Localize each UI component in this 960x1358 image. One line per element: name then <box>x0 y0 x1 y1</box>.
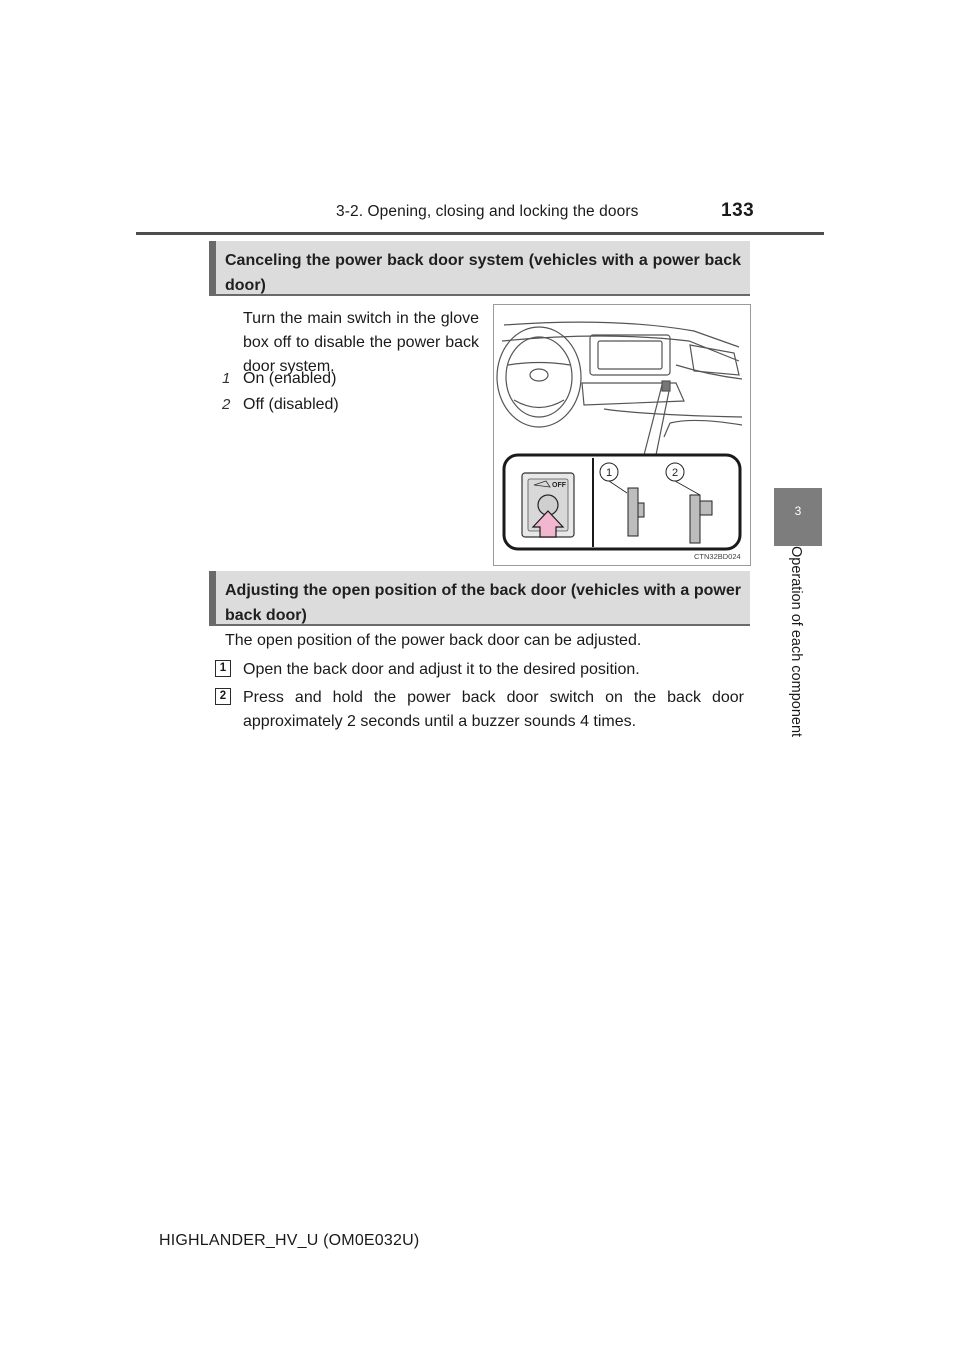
steering-spoke <box>508 363 570 366</box>
steering-wheel-outer <box>497 327 581 427</box>
section1-instruction: Turn the main switch in the glove box off to disable the power back door system. <box>243 310 479 375</box>
steering-wheel-inner <box>506 337 572 417</box>
section-heading-adjust <box>209 571 750 626</box>
running-header-title: 3-2. Opening, closing and locking the doors <box>336 203 639 220</box>
dash-lower-line <box>604 409 742 417</box>
section-heading-text: Adjusting the open position of the back door (vehicles with a power back door) <box>225 582 741 624</box>
footer-model: HIGHLANDER_HV_U (OM0E032U) <box>159 1232 420 1249</box>
step-text: Open the back door and adjust it to the desired position. <box>243 661 640 678</box>
glove-box-top <box>670 420 742 425</box>
figure-code: CTN32BD024 <box>694 552 741 561</box>
step-number-box: 2 <box>215 688 231 705</box>
callout-number: 1 <box>605 467 613 479</box>
switch-knob-off <box>700 501 712 515</box>
switch-side-on <box>628 488 638 536</box>
chapter-tab-title-wrap <box>788 546 810 770</box>
leader-line <box>644 385 662 455</box>
steering-spoke-lower <box>514 400 564 408</box>
item-number: 1 <box>222 370 231 387</box>
section-heading-bar <box>209 241 216 296</box>
item-number: 2 <box>222 396 231 413</box>
item-label: On (enabled) <box>243 370 337 387</box>
center-display-inner <box>598 341 662 369</box>
switch-location-marker <box>662 381 670 391</box>
switch-off-label: OFF <box>552 482 566 489</box>
header-rule <box>136 232 824 235</box>
step-text: Press and hold the power back door switch on the back door approximately 2 seconds until a buzzer sounds 4 times. <box>243 689 744 730</box>
section-heading-bar <box>209 571 216 626</box>
steering-wheel-hub <box>530 369 548 381</box>
page-number: 133 <box>721 200 755 221</box>
dashboard-illustration <box>494 305 750 565</box>
step-number-box: 1 <box>215 660 231 677</box>
callout-number: 2 <box>671 467 679 479</box>
switch-side-off <box>690 495 700 543</box>
glove-box-edge <box>664 423 670 437</box>
chapter-tab-number: 3 <box>794 504 802 518</box>
glove-box-switch-figure <box>493 304 751 566</box>
section2-intro: The open position of the power back door can be adjusted. <box>225 632 642 649</box>
chapter-tab-title: Operation of each component <box>788 546 804 738</box>
item-label: Off (disabled) <box>243 396 339 413</box>
dash-second-line <box>502 336 739 361</box>
section-heading-cancel <box>209 241 750 296</box>
switch-knob-on <box>638 503 644 517</box>
section-heading-text: Canceling the power back door system (vehicles with a power back door) <box>225 252 741 294</box>
